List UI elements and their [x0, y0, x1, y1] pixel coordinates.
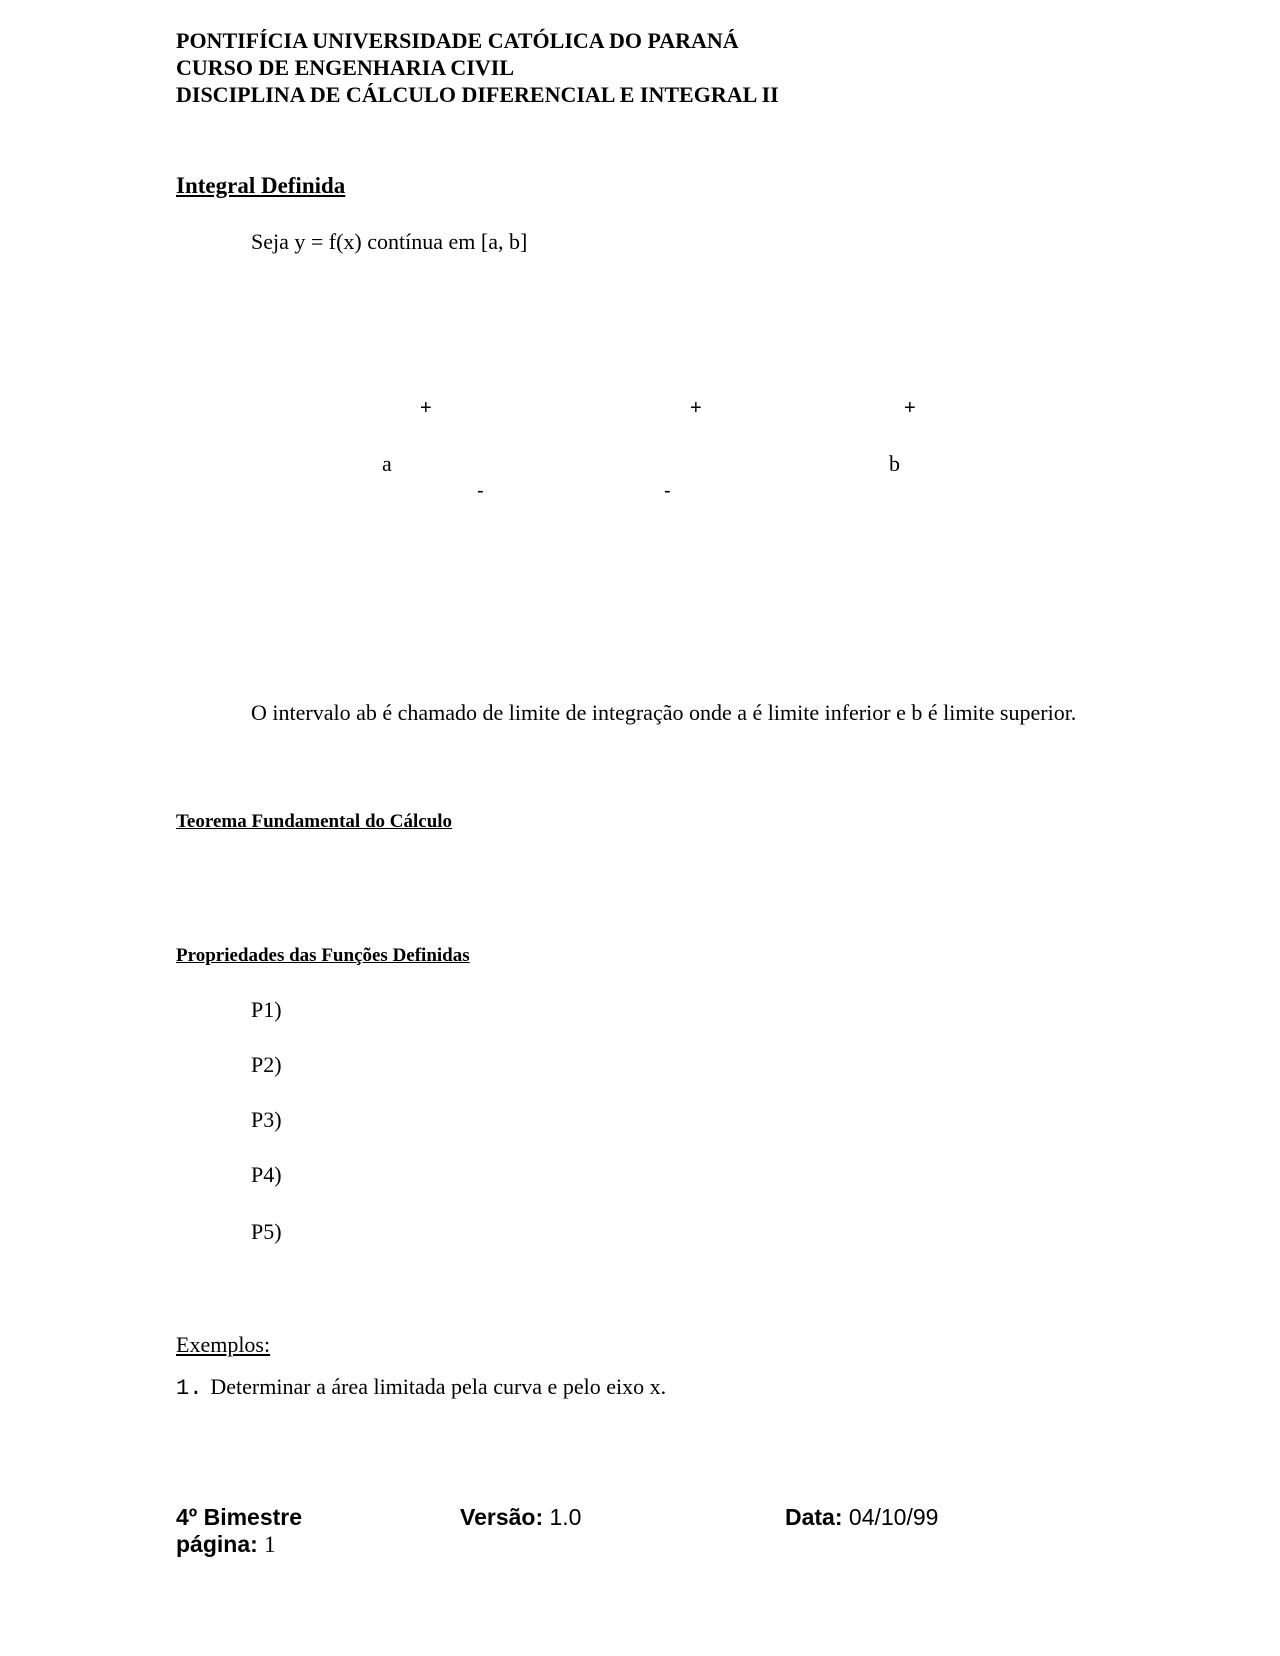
label-a: a: [382, 451, 392, 476]
date-label: Data:: [785, 1504, 843, 1530]
plus-sign: +: [690, 397, 702, 419]
footer-date: [785, 1504, 938, 1531]
course-name: CURSO DE ENGENHARIA CIVIL: [176, 55, 515, 80]
property-item: P5): [251, 1219, 282, 1244]
label-b: b: [889, 451, 900, 476]
section-title-integral-definida: Integral Definida: [176, 173, 346, 198]
footer-version: [460, 1504, 581, 1531]
property-item: P2): [251, 1052, 282, 1077]
limits-paragraph: O intervalo ab é chamado de limite de integração onde a é limite inferior e b é limite superior.: [251, 700, 1077, 725]
examples-title: Exemplos:: [176, 1332, 271, 1357]
date-value: 04/10/99: [848, 1504, 939, 1530]
minus-sign: -: [664, 480, 671, 502]
section-title-teorema: Teorema Fundamental do Cálculo: [176, 811, 453, 832]
property-item: P1): [251, 997, 282, 1022]
footer-page: [176, 1531, 276, 1558]
property-item: P4): [251, 1162, 282, 1187]
example-text: Determinar a área limitada pela curva e pelo eixo x.: [210, 1374, 667, 1399]
example-number: 1.: [176, 1376, 203, 1401]
page-label: página:: [176, 1531, 258, 1557]
intro-text: Seja y = f(x) contínua em [a, b]: [251, 229, 528, 254]
page-value: 1: [264, 1532, 276, 1557]
version-value: 1.0: [549, 1504, 582, 1530]
institution-name: PONTIFÍCIA UNIVERSIDADE CATÓLICA DO PARANÁ: [176, 28, 739, 53]
minus-sign: -: [477, 480, 484, 502]
plus-sign: +: [904, 397, 916, 419]
property-item: P3): [251, 1107, 282, 1132]
discipline-name: DISCIPLINA DE CÁLCULO DIFERENCIAL E INTEGRAL II: [176, 82, 779, 107]
version-label: Versão:: [460, 1504, 544, 1530]
bimestre-label: 4º Bimestre: [176, 1504, 303, 1530]
plus-sign: +: [420, 397, 432, 419]
section-title-propriedades: Propriedades das Funções Definidas: [176, 945, 470, 966]
footer-bimestre: [176, 1504, 302, 1531]
example-item: [176, 1374, 666, 1401]
